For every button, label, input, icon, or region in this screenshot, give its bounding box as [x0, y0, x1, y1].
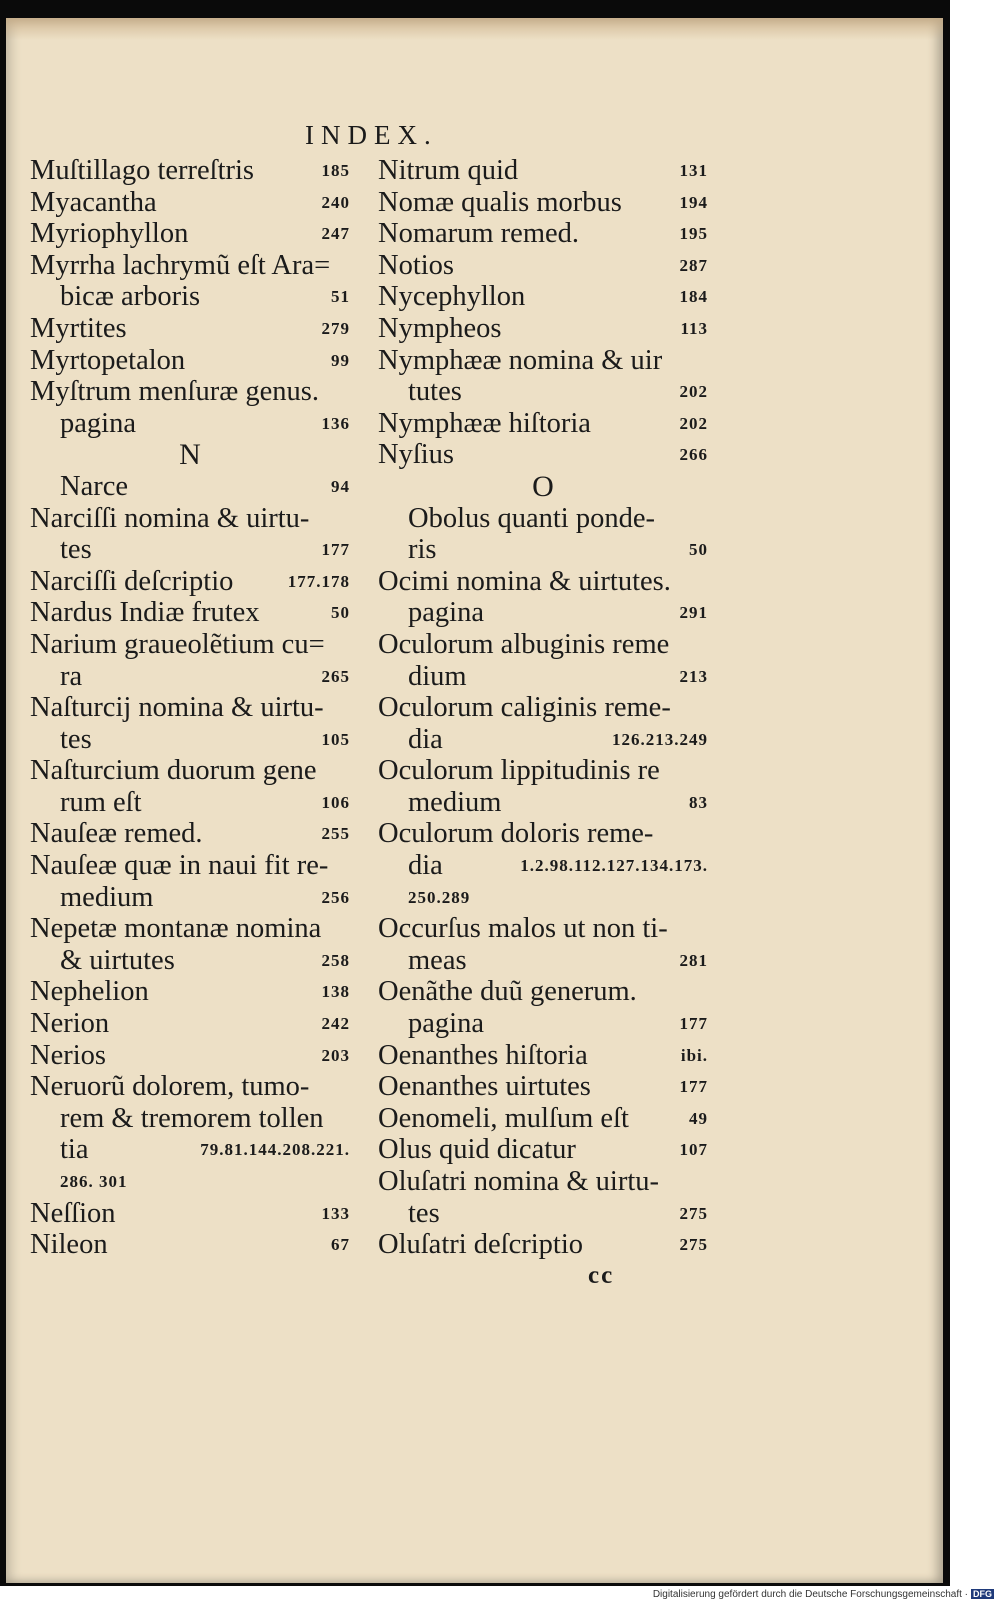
index-term: Olus quid dicatur — [378, 1134, 576, 1166]
signature-mark: cc — [588, 1262, 615, 1289]
page-reference: 177.178 — [287, 571, 350, 591]
index-line — [30, 250, 350, 282]
index-line — [378, 187, 708, 219]
index-term-continuation: medium — [60, 881, 154, 913]
index-line — [30, 787, 350, 819]
index-column-left — [30, 155, 350, 1261]
index-term: Narium graueolẽtium cu= — [30, 628, 325, 660]
index-line — [378, 787, 708, 819]
index-term-continuation: ris — [408, 534, 437, 566]
index-term-continuation: pagina — [408, 1008, 484, 1040]
index-line — [378, 818, 708, 850]
page-reference: 177 — [679, 1014, 708, 1034]
index-line — [30, 471, 350, 503]
index-term: Myriophyllon — [30, 218, 189, 250]
page-reference: 107 — [679, 1140, 708, 1160]
index-line — [30, 1071, 350, 1103]
index-term: Neruorũ dolorem, tumo- — [30, 1071, 310, 1103]
page-reference: 83 — [689, 792, 708, 812]
index-term-continuation: Narce — [60, 470, 129, 502]
index-line — [30, 1229, 350, 1261]
index-term-continuation: tutes — [408, 376, 462, 408]
index-line — [378, 755, 708, 787]
page-reference: 99 — [331, 350, 350, 370]
index-term: Oenãthe duũ generum. — [378, 976, 637, 1008]
index-line — [30, 976, 350, 1008]
page-reference: 138 — [321, 982, 350, 1002]
page-reference: 126.213.249 — [612, 729, 708, 749]
index-line — [30, 850, 350, 882]
index-term-continuation: Obolus quanti ponde- — [408, 502, 655, 534]
index-line — [378, 281, 708, 313]
index-term: Nitrum quid — [378, 155, 519, 186]
index-line — [378, 218, 708, 250]
page-reference: 247 — [321, 224, 350, 244]
index-line — [30, 1134, 350, 1166]
page-reference: 265 — [321, 666, 350, 686]
page-reference: 195 — [679, 224, 708, 244]
index-term-continuation: tes — [408, 1197, 440, 1229]
index-line — [378, 250, 708, 282]
index-line — [30, 566, 350, 598]
index-term-continuation: bicæ arboris — [60, 281, 201, 313]
index-term: Nepetæ montanæ nomina — [30, 913, 322, 945]
page-reference: 136 — [321, 413, 350, 433]
index-line — [378, 345, 708, 377]
index-term: Nauſeæ remed. — [30, 818, 203, 850]
index-line — [378, 913, 708, 945]
index-line — [378, 1229, 708, 1261]
index-line — [378, 629, 708, 661]
index-line — [30, 818, 350, 850]
index-line — [378, 503, 708, 535]
index-line — [378, 1198, 708, 1230]
index-term: Occurſus malos ut non ti- — [378, 913, 668, 945]
index-term: Nerios — [30, 1039, 106, 1071]
page-reference: 79.81.144.208.221. — [200, 1140, 350, 1160]
index-line — [378, 1008, 708, 1040]
page-reference: 279 — [321, 318, 350, 338]
index-term: Nerion — [30, 1008, 110, 1040]
index-term: Oenanthes uirtutes — [378, 1071, 591, 1103]
page-reference: 1.2.98.112.127.134.173. — [520, 856, 708, 876]
index-line — [30, 1008, 350, 1040]
index-term: Nomæ qualis morbus — [378, 186, 622, 218]
page-reference: 49 — [689, 1108, 708, 1128]
index-line — [378, 1166, 708, 1198]
index-line — [30, 1198, 350, 1230]
index-term: Nymphææ nomina & uir — [378, 344, 663, 376]
index-line — [378, 1040, 708, 1072]
index-term: Nauſeæ quæ in naui fit re- — [30, 850, 329, 882]
index-line — [378, 850, 708, 882]
digitization-footer — [653, 1589, 994, 1600]
index-term: Oenomeli, mulſum eſt — [378, 1102, 629, 1134]
index-term: Myſtrum menſuræ genus. — [30, 376, 319, 408]
index-line — [30, 281, 350, 313]
index-term-continuation: medium — [408, 786, 502, 818]
index-term-continuation: pagina — [60, 407, 136, 439]
page-reference: 258 — [321, 950, 350, 970]
page-reference: 242 — [321, 1014, 350, 1034]
index-term: Narciſſi nomina & uirtu- — [30, 502, 310, 534]
index-line — [378, 155, 708, 187]
index-term-continuation: dium — [408, 660, 467, 692]
page-reference: 94 — [331, 476, 350, 496]
index-line — [30, 629, 350, 661]
page-reference: 184 — [679, 287, 708, 307]
index-term-continuation: meas — [408, 944, 467, 976]
index-term: Notios — [378, 249, 455, 281]
index-line — [378, 566, 708, 598]
index-term-continuation: rum eſt — [60, 786, 142, 818]
index-line — [378, 724, 708, 756]
index-term: Nycephyllon — [378, 281, 526, 313]
index-line — [30, 218, 350, 250]
index-line — [30, 882, 350, 914]
index-term: Oculorum caliginis reme- — [378, 692, 671, 724]
page-reference: 287 — [679, 255, 708, 275]
index-line — [30, 661, 350, 693]
index-line — [378, 597, 708, 629]
index-line — [378, 945, 708, 977]
index-line — [30, 692, 350, 724]
index-term-continuation: dia — [408, 723, 443, 755]
page-reference: 240 — [321, 192, 350, 212]
page-reference: 275 — [679, 1203, 708, 1223]
index-term-continuation: rem & tremorem tollen — [60, 1102, 324, 1134]
index-line — [30, 345, 350, 377]
page-reference: 291 — [679, 603, 708, 623]
footer-text: Digitalisierung gefördert durch die Deutsche Forschungsgemeinschaft · — [652, 1589, 968, 1600]
index-term-continuation: dia — [408, 850, 443, 882]
index-term: Muſtillago terreſtris — [30, 155, 254, 186]
index-term: Nephelion — [30, 976, 149, 1008]
page-reference: 202 — [679, 413, 708, 433]
index-line — [378, 1103, 708, 1135]
page-reference: 202 — [679, 382, 708, 402]
index-line — [378, 439, 708, 471]
index-term-continuation: tes — [60, 534, 92, 566]
index-line — [378, 408, 708, 440]
index-term: Myrtites — [30, 312, 127, 344]
index-line — [378, 1134, 708, 1166]
index-term-continuation: ra — [60, 660, 83, 692]
index-term: Neſſion — [30, 1197, 116, 1229]
index-term: Narciſſi deſcriptio — [30, 565, 234, 597]
page-reference: 131 — [679, 161, 708, 180]
index-line — [378, 661, 708, 693]
index-line — [30, 155, 350, 187]
page-reference: 213 — [679, 666, 708, 686]
index-line — [30, 755, 350, 787]
index-line — [30, 913, 350, 945]
index-term: Nyſius — [378, 439, 455, 471]
page-reference: 105 — [321, 729, 350, 749]
index-term: Oculorum lippitudinis re — [378, 755, 660, 787]
index-line — [378, 882, 708, 914]
index-term: Oluſatri nomina & uirtu- — [378, 1166, 659, 1197]
index-line — [30, 724, 350, 756]
page-reference: 113 — [680, 318, 708, 338]
index-term: Oenanthes hiſtoria — [378, 1039, 588, 1071]
index-line — [30, 1166, 350, 1198]
index-term: Nileon — [30, 1229, 108, 1261]
page-reference: 281 — [679, 950, 708, 970]
index-term: Ocimi nomina & uirtutes. — [378, 565, 671, 597]
page-reference: 50 — [689, 540, 708, 560]
index-line — [378, 313, 708, 345]
page-reference: 50 — [331, 603, 350, 623]
page-reference: 203 — [321, 1045, 350, 1065]
page-reference: 185 — [321, 161, 350, 180]
index-line — [30, 187, 350, 219]
index-line — [30, 1040, 350, 1072]
index-term: Nardus Indiæ frutex — [30, 597, 260, 629]
index-line — [378, 1071, 708, 1103]
section-letter: O — [532, 469, 554, 503]
index-term: Nympheos — [378, 312, 502, 344]
page-reference: 194 — [679, 192, 708, 212]
index-line — [378, 692, 708, 724]
section-letter: N — [179, 438, 201, 472]
index-line — [30, 597, 350, 629]
index-term: Oluſatri deſcriptio — [378, 1229, 583, 1261]
page-reference: 256 — [321, 887, 350, 907]
index-column-right — [378, 155, 708, 1261]
index-line — [378, 534, 708, 566]
index-term: Nymphææ hiſtoria — [378, 407, 591, 439]
index-line — [30, 408, 350, 440]
index-line — [30, 313, 350, 345]
page-reference: 177 — [321, 540, 350, 560]
index-line — [30, 503, 350, 535]
index-term-continuation: & uirtutes — [60, 944, 175, 976]
index-term: Myacantha — [30, 186, 157, 218]
index-term: Myrtopetalon — [30, 344, 186, 376]
page-reference: 177 — [679, 1077, 708, 1097]
page-reference: 255 — [321, 824, 350, 844]
index-term: Naſturcium duorum gene — [30, 755, 317, 787]
index-line — [30, 945, 350, 977]
index-term-continuation: 286. 301 — [60, 1172, 128, 1191]
index-line — [30, 376, 350, 408]
index-term: Naſturcij nomina & uirtu- — [30, 692, 324, 724]
index-line — [378, 376, 708, 408]
page-stain — [6, 18, 943, 40]
index-line — [30, 1103, 350, 1135]
page-reference: 67 — [331, 1235, 350, 1255]
page-reference: ibi. — [680, 1045, 708, 1065]
page-reference: 266 — [679, 445, 708, 465]
index-term-continuation: 250.289 — [408, 887, 471, 907]
index-term-continuation: tes — [60, 723, 92, 755]
page-reference: 51 — [331, 287, 350, 307]
index-line — [378, 976, 708, 1008]
index-line — [30, 534, 350, 566]
running-head: INDEX. — [305, 120, 438, 150]
index-term: Myrrha lachrymũ eſt Ara= — [30, 249, 331, 281]
dfg-logo: DFG — [973, 1589, 992, 1599]
index-term-continuation: tia — [60, 1134, 89, 1166]
index-term: Oculorum albuginis reme — [378, 628, 670, 660]
page-reference: 275 — [679, 1235, 708, 1255]
page-reference: 133 — [321, 1203, 350, 1223]
page-reference: 106 — [321, 792, 350, 812]
index-term: Nomarum remed. — [378, 218, 580, 250]
index-term: Oculorum doloris reme- — [378, 818, 654, 850]
index-term-continuation: pagina — [408, 597, 484, 629]
